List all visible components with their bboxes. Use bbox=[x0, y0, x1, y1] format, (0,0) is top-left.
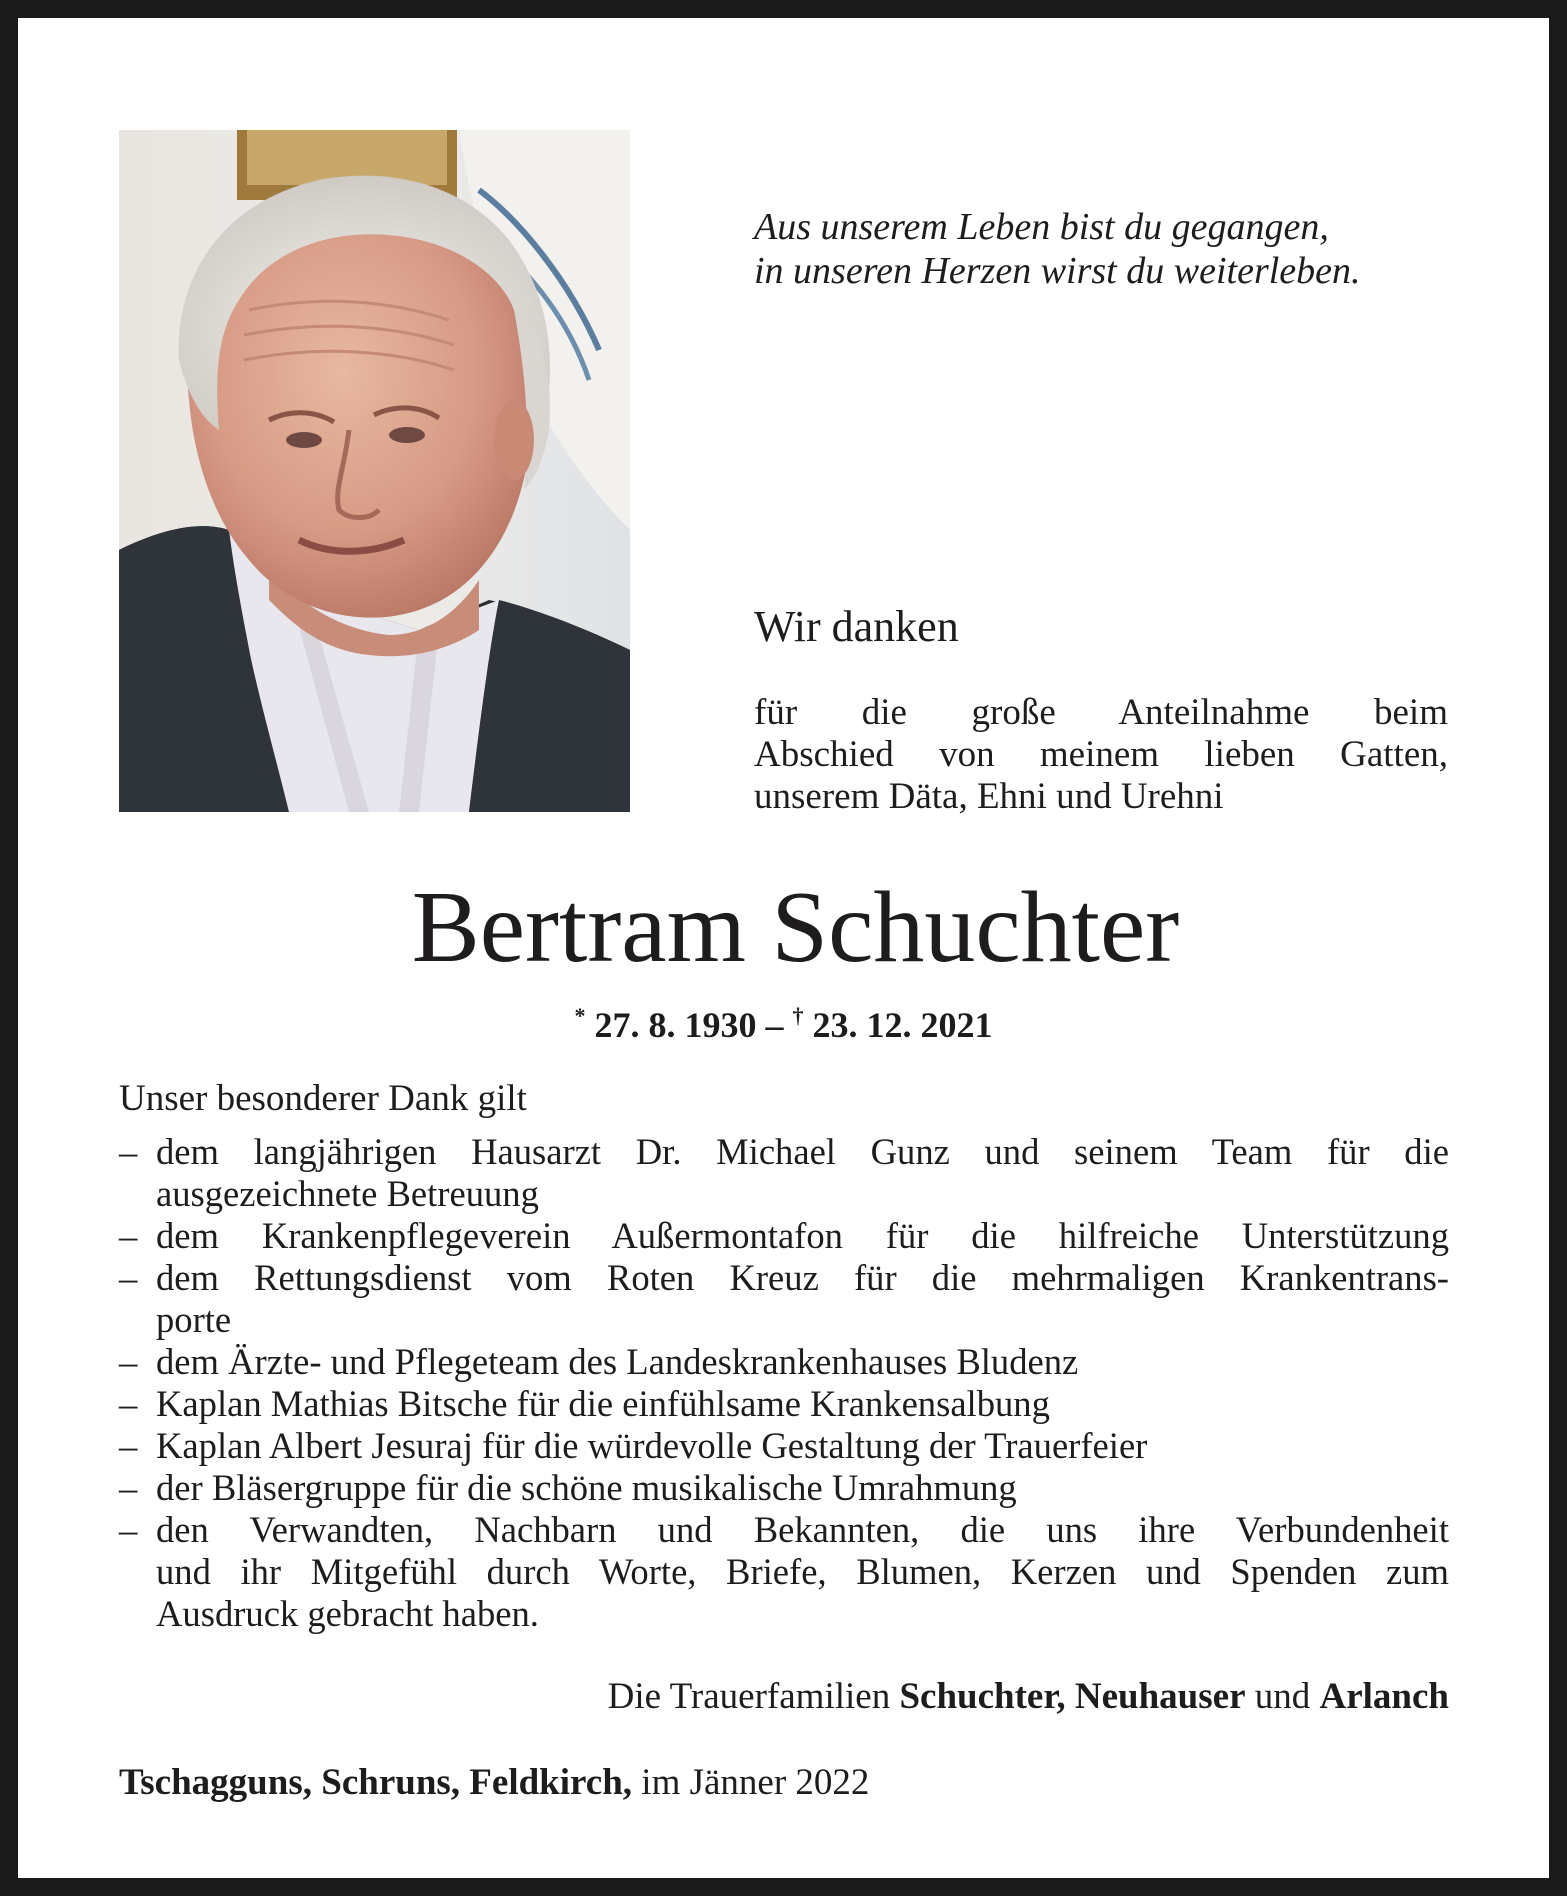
signature-connector: und bbox=[1254, 1676, 1311, 1717]
intro-line: unserem Däta, Ehni und Urehni bbox=[754, 776, 1224, 817]
death-date: 23. 12. 2021 bbox=[812, 1005, 993, 1045]
quote-line: Aus unserem Leben bist du gegangen, bbox=[754, 206, 1329, 248]
thanks-intro bbox=[754, 692, 1448, 818]
list-item bbox=[119, 1215, 1449, 1257]
family-names: Arlanch bbox=[1319, 1676, 1449, 1717]
list-line: den Verwandten, Nachbarn und Bekannten, die uns ihre Verbundenheit bbox=[156, 1509, 1449, 1550]
list-line: porte bbox=[156, 1299, 232, 1340]
list-item bbox=[119, 1467, 1449, 1509]
list-item bbox=[119, 1509, 1449, 1635]
deceased-name: Bertram Schuchter bbox=[411, 871, 1180, 984]
list-line: dem langjährigen Hausarzt Dr. Michael Gunz und seinem Team für die bbox=[156, 1131, 1449, 1172]
list-item bbox=[119, 1131, 1449, 1215]
list-dash: – bbox=[119, 1257, 138, 1298]
list-line: dem Krankenpflegeverein Außermontafon für die hilfreiche Unterstützung bbox=[156, 1215, 1449, 1256]
list-item bbox=[119, 1257, 1449, 1341]
list-line: und ihr Mitgefühl durch Worte, Briefe, Blumen, Kerzen und Spenden zum bbox=[156, 1551, 1449, 1592]
list-item bbox=[119, 1383, 1449, 1425]
list-dash: – bbox=[119, 1341, 138, 1382]
intro-line: Abschied von meinem lieben Gatten, bbox=[754, 734, 1448, 775]
quote-line: in unseren Herzen wirst du weiterleben. bbox=[754, 250, 1361, 292]
list-dash: – bbox=[119, 1467, 138, 1508]
list-line: Kaplan Albert Jesuraj für die würdevolle Gestaltung der Trauerfeier bbox=[156, 1425, 1148, 1466]
signature-prefix: Die Trauerfamilien bbox=[607, 1676, 891, 1717]
list-line: Ausdruck gebracht haben. bbox=[156, 1593, 539, 1634]
memorial-quote bbox=[754, 205, 1474, 293]
birth-symbol: * bbox=[574, 1003, 586, 1028]
list-dash: – bbox=[119, 1215, 138, 1256]
signature bbox=[119, 1675, 1449, 1719]
date-separator: – bbox=[765, 1005, 784, 1045]
family-names: Schuchter, Neuhauser bbox=[899, 1676, 1246, 1717]
list-dash: – bbox=[119, 1509, 138, 1550]
list-line: der Bläsergruppe für die schöne musikalische Umrahmung bbox=[156, 1467, 1017, 1508]
list-line: Kaplan Mathias Bitsche für die einfühlsame Krankensalbung bbox=[156, 1383, 1050, 1424]
special-thanks-intro: Unser besonderer Dank gilt bbox=[119, 1078, 527, 1119]
places: Tschagguns, Schruns, Feldkirch, bbox=[119, 1762, 633, 1803]
death-symbol: † bbox=[792, 1003, 804, 1028]
thanks-heading: Wir danken bbox=[754, 602, 959, 651]
intro-line: für die große Anteilnahme beim bbox=[754, 692, 1448, 733]
list-line: dem Ärzte- und Pflegeteam des Landeskrankenhauses Bludenz bbox=[156, 1341, 1079, 1382]
date: im Jänner 2022 bbox=[641, 1762, 870, 1803]
birth-date: 27. 8. 1930 bbox=[594, 1005, 757, 1045]
list-dash: – bbox=[119, 1131, 138, 1172]
list-line: dem Rettungsdienst vom Roten Kreuz für die mehrmaligen Krankentrans- bbox=[156, 1257, 1449, 1298]
place-date bbox=[119, 1761, 869, 1805]
portrait-photo bbox=[119, 130, 630, 812]
list-line: ausgezeichnete Betreuung bbox=[156, 1173, 539, 1214]
thanks-list bbox=[119, 1131, 1449, 1635]
life-dates bbox=[0, 994, 1567, 1047]
list-item bbox=[119, 1425, 1449, 1467]
list-item bbox=[119, 1341, 1449, 1383]
list-dash: – bbox=[119, 1425, 138, 1466]
list-dash: – bbox=[119, 1383, 138, 1424]
